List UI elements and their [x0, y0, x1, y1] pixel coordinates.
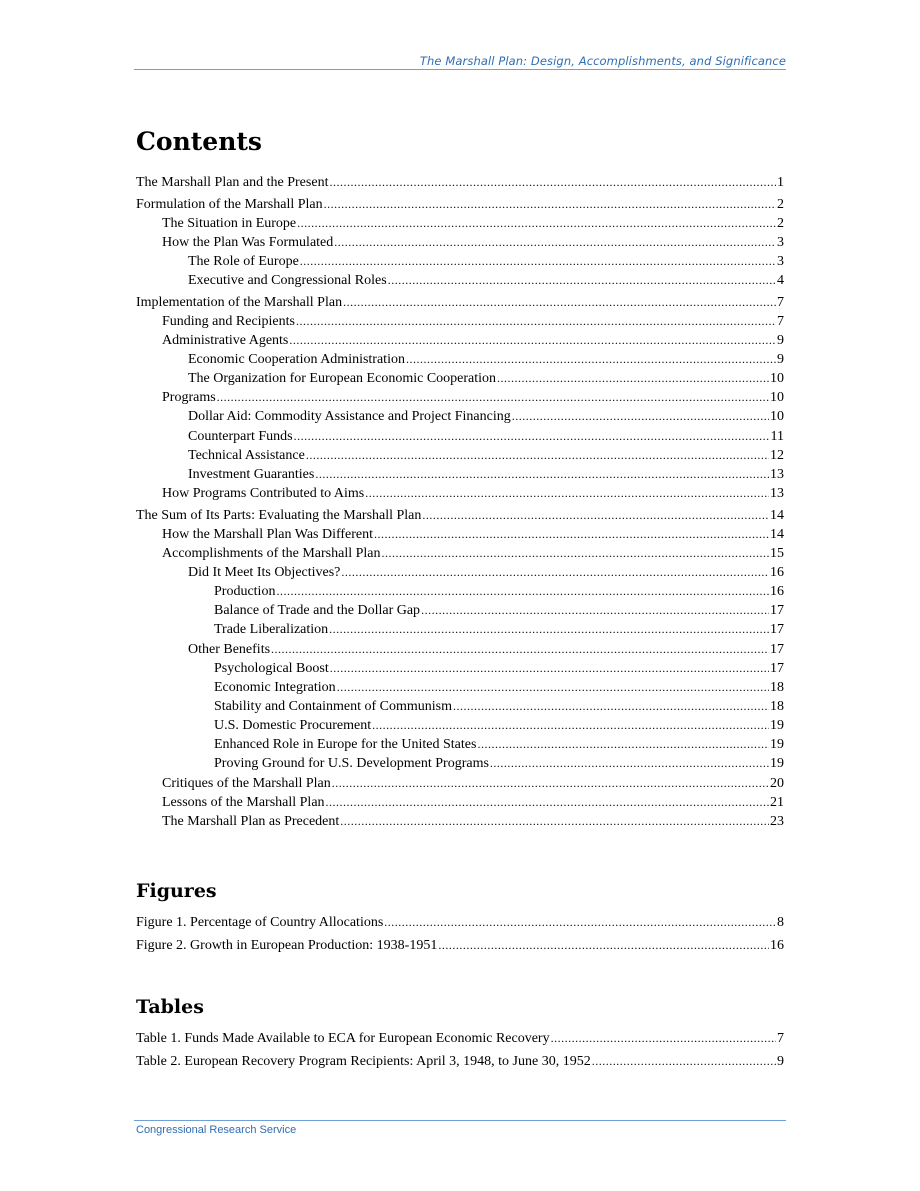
toc-entry-page-number: 13: [770, 486, 784, 502]
toc-entry-title: Other Benefits: [188, 641, 271, 657]
dot-leader: [477, 737, 769, 752]
toc-entry[interactable]: [136, 254, 784, 273]
toc-entry-page-number: 2: [777, 196, 784, 212]
table-entry[interactable]: [136, 1054, 784, 1077]
toc-entry[interactable]: [136, 371, 784, 390]
dot-leader: [340, 814, 769, 829]
toc-entry[interactable]: [136, 776, 784, 795]
toc-entry-page-number: 19: [770, 756, 784, 772]
footer-publisher: Congressional Research Service: [136, 1124, 297, 1136]
contents-list: [136, 175, 784, 833]
dot-leader: [551, 1031, 776, 1046]
toc-entry[interactable]: [136, 273, 784, 292]
toc-entry[interactable]: [136, 699, 784, 718]
table-entry-title: Table 1. Funds Made Available to ECA for European Economic Recovery: [136, 1031, 550, 1046]
dot-leader: [315, 467, 769, 482]
toc-entry-title: The Sum of Its Parts: Evaluating the Marshall Plan: [136, 507, 422, 523]
toc-entry-page-number: 7: [777, 313, 784, 329]
toc-entry-page-number: 4: [777, 273, 784, 289]
dot-leader: [343, 295, 776, 310]
figures-heading: Figures: [136, 880, 217, 902]
toc-entry-page-number: 16: [770, 564, 784, 580]
dot-leader: [276, 584, 769, 599]
toc-entry[interactable]: [136, 429, 784, 448]
toc-entry-page-number: 3: [777, 253, 784, 269]
toc-entry-page-number: 1: [777, 175, 784, 190]
figure-entry-title: Figure 2. Growth in European Production: 1938-1951: [136, 937, 438, 953]
toc-entry-page-number: 21: [770, 794, 784, 810]
toc-entry[interactable]: [136, 197, 784, 216]
toc-entry-title: How the Plan Was Formulated: [162, 234, 334, 250]
toc-entry-title: How Programs Contributed to Aims: [162, 486, 365, 502]
toc-entry-page-number: 2: [777, 215, 784, 231]
dot-leader: [388, 273, 776, 288]
table-entry-title: Table 2. European Recovery Program Recipients: April 3, 1948, to June 30, 1952: [136, 1053, 591, 1069]
dot-leader: [374, 527, 769, 542]
dot-leader: [512, 409, 769, 424]
dot-leader: [294, 429, 770, 444]
toc-entry[interactable]: [136, 737, 784, 756]
toc-entry[interactable]: [136, 448, 784, 467]
table-entry[interactable]: [136, 1031, 784, 1054]
toc-entry[interactable]: [136, 795, 784, 814]
toc-entry-page-number: 19: [770, 737, 784, 753]
toc-entry-page-number: 14: [770, 507, 784, 523]
tables-heading: Tables: [136, 996, 204, 1018]
dot-leader: [326, 795, 769, 810]
toc-entry-title: Proving Ground for U.S. Development Programs: [214, 756, 489, 772]
toc-entry-page-number: 9: [777, 352, 784, 368]
table-entry-page-number: 7: [777, 1031, 784, 1046]
toc-entry-title: Stability and Containment of Communism: [214, 698, 452, 714]
dot-leader: [332, 776, 769, 791]
figure-entry-page-number: 16: [770, 937, 784, 953]
toc-entry[interactable]: [136, 333, 784, 352]
dot-leader: [296, 314, 776, 329]
toc-entry-title: Investment Guaranties: [188, 466, 315, 482]
running-header-title: The Marshall Plan: Design, Accomplishments, and Significance: [419, 54, 786, 68]
toc-entry-page-number: 3: [777, 234, 784, 250]
toc-entry[interactable]: [136, 661, 784, 680]
toc-entry[interactable]: [136, 295, 784, 314]
toc-entry-page-number: 15: [770, 545, 784, 561]
dot-leader: [337, 680, 769, 695]
toc-entry[interactable]: [136, 467, 784, 486]
toc-entry[interactable]: [136, 390, 784, 409]
dot-leader: [341, 565, 769, 580]
figure-entry[interactable]: [136, 938, 784, 961]
toc-entry-title: Administrative Agents: [162, 332, 289, 348]
toc-entry-title: Formulation of the Marshall Plan: [136, 196, 323, 212]
toc-entry-page-number: 17: [770, 622, 784, 638]
dot-leader: [438, 938, 769, 953]
toc-entry-title: The Role of Europe: [188, 253, 299, 269]
toc-entry[interactable]: [136, 642, 784, 661]
toc-entry-page-number: 12: [770, 447, 784, 463]
dot-leader: [329, 175, 776, 190]
toc-entry-page-number: 20: [770, 775, 784, 791]
toc-entry-title: Economic Cooperation Administration: [188, 352, 405, 368]
footer-rule: [134, 1120, 786, 1121]
toc-entry-page-number: 16: [770, 584, 784, 600]
toc-entry-title: The Organization for European Economic Cooperation: [188, 371, 497, 387]
toc-entry-page-number: 17: [770, 641, 784, 657]
toc-entry-page-number: 11: [770, 428, 784, 444]
toc-entry-title: How the Marshall Plan Was Different: [162, 526, 374, 542]
dot-leader: [271, 642, 769, 657]
toc-entry[interactable]: [136, 508, 784, 527]
toc-entry-title: Counterpart Funds: [188, 428, 293, 444]
toc-entry[interactable]: [136, 756, 784, 775]
tables-list: [136, 1031, 784, 1076]
toc-entry-title: U.S. Domestic Procurement: [214, 718, 372, 734]
toc-entry-title: The Marshall Plan as Precedent: [162, 813, 340, 829]
toc-entry[interactable]: [136, 314, 784, 333]
dot-leader: [422, 508, 769, 523]
dot-leader: [217, 390, 769, 405]
figure-entry[interactable]: [136, 915, 784, 938]
toc-entry-page-number: 14: [770, 526, 784, 542]
toc-entry-title: Technical Assistance: [188, 447, 305, 463]
dot-leader: [289, 333, 776, 348]
dot-leader: [372, 718, 769, 733]
toc-entry-page-number: 23: [770, 813, 784, 829]
toc-entry-title: Enhanced Role in Europe for the United States: [214, 737, 477, 753]
toc-entry[interactable]: [136, 235, 784, 254]
toc-entry[interactable]: [136, 718, 784, 737]
toc-entry[interactable]: [136, 680, 784, 699]
toc-entry-title: Critiques of the Marshall Plan: [162, 775, 331, 791]
toc-entry[interactable]: [136, 486, 784, 505]
toc-entry[interactable]: [136, 409, 784, 428]
dot-leader: [497, 371, 769, 386]
dot-leader: [406, 352, 776, 367]
dot-leader: [453, 699, 769, 714]
toc-entry-page-number: 9: [777, 332, 784, 348]
dot-leader: [330, 661, 769, 676]
header-rule: [134, 69, 786, 70]
dot-leader: [334, 235, 776, 250]
toc-entry[interactable]: [136, 527, 784, 546]
dot-leader: [592, 1054, 776, 1069]
toc-entry-title: Accomplishments of the Marshall Plan: [162, 545, 381, 561]
dot-leader: [300, 254, 776, 269]
dot-leader: [421, 603, 769, 618]
toc-entry-title: The Marshall Plan and the Present: [136, 175, 329, 190]
table-entry-page-number: 9: [777, 1053, 784, 1069]
toc-entry-title: Production: [214, 584, 276, 600]
toc-entry[interactable]: [136, 584, 784, 603]
toc-entry[interactable]: [136, 622, 784, 641]
toc-entry[interactable]: [136, 565, 784, 584]
toc-entry-title: Funding and Recipients: [162, 313, 295, 329]
toc-entry-page-number: 7: [777, 294, 784, 310]
toc-entry[interactable]: [136, 546, 784, 565]
toc-entry-title: Trade Liberalization: [214, 622, 329, 638]
dot-leader: [329, 622, 769, 637]
dot-leader: [384, 915, 776, 930]
toc-entry-title: Economic Integration: [214, 679, 336, 695]
toc-entry-title: Balance of Trade and the Dollar Gap: [214, 603, 421, 619]
toc-entry[interactable]: [136, 814, 784, 833]
toc-entry-page-number: 10: [770, 390, 784, 406]
figures-list: [136, 915, 784, 960]
dot-leader: [490, 756, 769, 771]
toc-entry-page-number: 18: [770, 698, 784, 714]
contents-heading: Contents: [136, 127, 263, 156]
toc-entry-page-number: 10: [770, 371, 784, 387]
toc-entry-title: Executive and Congressional Roles: [188, 273, 387, 289]
toc-entry-page-number: 17: [770, 603, 784, 619]
toc-entry-title: Implementation of the Marshall Plan: [136, 294, 343, 310]
toc-entry[interactable]: [136, 175, 784, 194]
toc-entry-page-number: 17: [770, 660, 784, 676]
dot-leader: [324, 197, 776, 212]
toc-entry[interactable]: [136, 603, 784, 622]
toc-entry-page-number: 10: [770, 409, 784, 425]
dot-leader: [306, 448, 769, 463]
toc-entry-page-number: 18: [770, 679, 784, 695]
toc-entry-page-number: 13: [770, 466, 784, 482]
toc-entry-title: Lessons of the Marshall Plan: [162, 794, 325, 810]
figure-entry-title: Figure 1. Percentage of Country Allocations: [136, 915, 384, 930]
toc-entry[interactable]: [136, 216, 784, 235]
toc-entry-title: Psychological Boost: [214, 660, 329, 676]
toc-entry-title: Did It Meet Its Objectives?: [188, 564, 341, 580]
dot-leader: [297, 216, 776, 231]
toc-entry-title: The Situation in Europe: [162, 215, 297, 231]
toc-entry-title: Programs: [162, 390, 216, 406]
figure-entry-page-number: 8: [777, 915, 784, 930]
toc-entry-page-number: 19: [770, 718, 784, 734]
toc-entry[interactable]: [136, 352, 784, 371]
toc-entry-title: Dollar Aid: Commodity Assistance and Project Financing: [188, 409, 511, 425]
dot-leader: [382, 546, 769, 561]
dot-leader: [365, 486, 769, 501]
